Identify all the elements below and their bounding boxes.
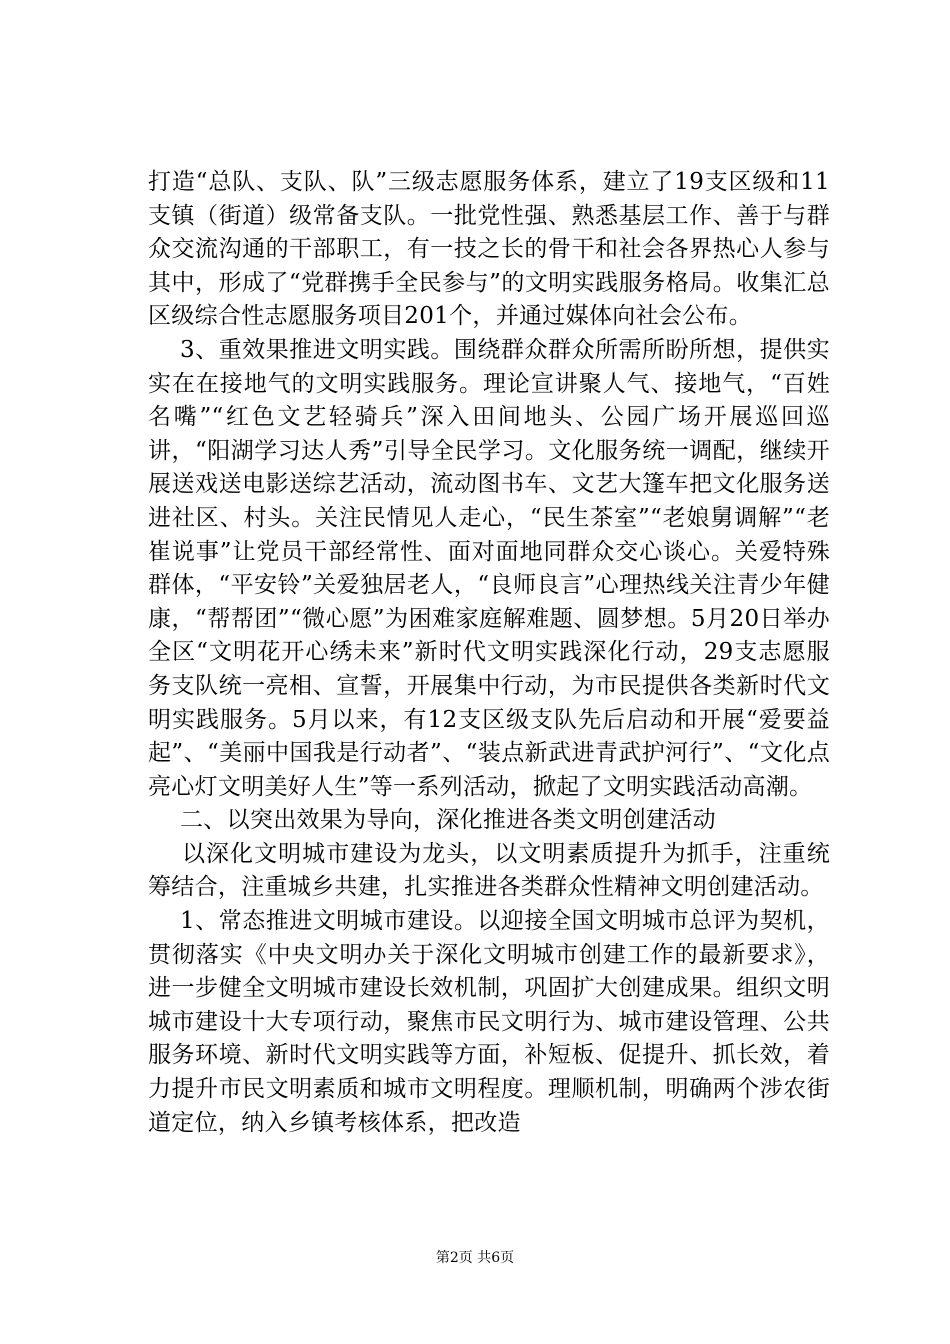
section-heading-two: 二、以突出效果为导向，深化推进各类文明创建活动 (180, 807, 716, 834)
paragraph-section-intro: 以深化文明城市建设为龙头，以文明素质提升为抓手，注重统筹结合，注重城乡共建，扎实推进各类群众性精神文明创建活动。 (148, 840, 830, 901)
page-number-footer: 第2页 共6页 (435, 1250, 515, 1266)
paragraph-civilization-practice: 3、重效果推进文明实践。围绕群众群众所需所盼所想，提供实实在在接地气的文明实践服务。理论宣讲聚人气、接地气，“百姓名嘴”“红色文艺轻骑兵”深入田间地头、公园广场开展巡回巡讲，“阳湖学习达人秀”引导全民学习。文化服务统一调配，继续开展送戏送电影送综艺活动，流动图书车、文艺大篷车把文化服务送进社区、村头。关注民情见人走心，“民生茶室”“老娘舅调解”“老崔说事”让党员干部经常性、面对面地同群众交心谈心。关爱特殊群体，“平安铃”关爱独居老人，“良师良言”心理热线关注青少年健康，“帮帮团”“微心愿”为困难家庭解难题、圆梦想。5月20日举办全区“文明花开心绣未来”新时代文明实践深化行动，29支志愿服务支队统一亮相、宣誓，开展集中行动，为市民提供各类新时代文明实践服务。5月以来，有12支区级支队先后启动和开展“爱要益起”、“美丽中国我是行动者”、“装点新武进青武护河行”、“文化点亮心灯文明美好人生”等一系列活动，掀起了文明实践活动高潮。 (148, 336, 830, 800)
document-body (148, 166, 830, 1140)
paragraph-civilized-city: 1、常态推进文明城市建设。以迎接全国文明城市总评为契机，贯彻落实《中央文明办关于深化文明城市创建工作的最新要求》，进一步健全文明城市建设长效机制，巩固扩大创建成果。组织文明城市建设十大专项行动，聚焦市民文明行为、城市建设管理、公共服务环境、新时代文明实践等方面，补短板、促提升、抓长效，着力提升市民文明素质和城市文明程度。理顺机制，明确两个涉农街道定位，纳入乡镇考核体系，把改造 (148, 908, 830, 1136)
paragraph-volunteer-system: 打造“总队、支队、队”三级志愿服务体系，建立了19支区级和11支镇（街道）级常备支队。一批党性强、熟悉基层工作、善于与群众交流沟通的干部职工，有一技之长的骨干和社会各界热心人参与其中，形成了“党群携手全民参与”的文明实践服务格局。收集汇总区级综合性志愿服务项目201个，并通过媒体向社会公布。 (148, 169, 830, 330)
